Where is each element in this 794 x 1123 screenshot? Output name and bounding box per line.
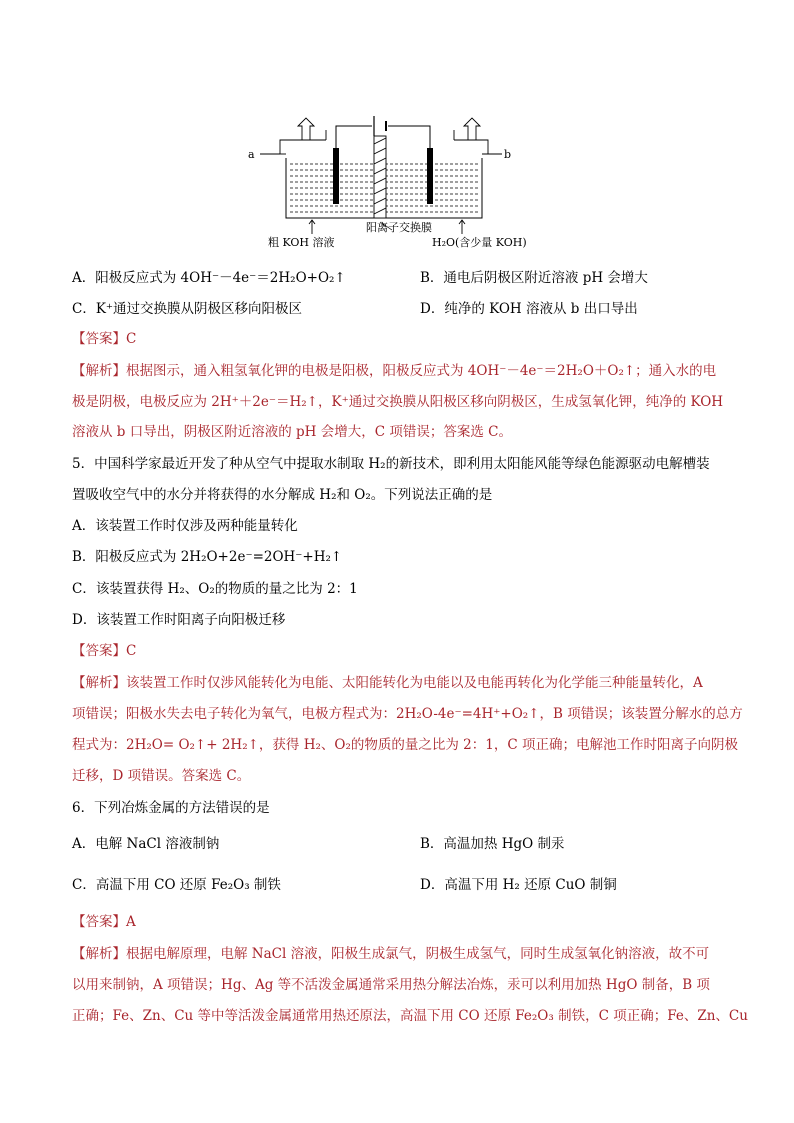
q4-option-b: B．通电后阴极区附近溶液 pH 会增大 — [420, 270, 648, 286]
q4-option-d: D．纯净的 KOH 溶液从 b 出口导出 — [420, 301, 638, 317]
q6-analysis-line: 以用来制钠，A 项错误；Hg、Ag 等不活泼金属通常采用热分解法冶炼，汞可以利用加热 HgO 制备，B 项 — [72, 977, 710, 993]
q5-answer: 【答案】C — [72, 643, 137, 659]
anode-electrode-icon — [333, 148, 339, 204]
q5-analysis-line: 【解析】该装置工作时仅涉风能转化为电能、太阳能转化为电能以及电能再转化为化学能三种能量转化，A — [72, 675, 703, 691]
q5-option-d: D．该装置工作时阳离子向阳极迁移 — [72, 612, 286, 628]
label-outlet-a: a — [248, 148, 255, 161]
q5-analysis-line: 项错误；阳极水失去电子转化为氧气，电极方程式为：2H₂O-4e⁻=4H⁺+O₂↑，B 项错误；该装置分解水的总方 — [72, 706, 743, 722]
label-water: H₂O(含少量 KOH) — [432, 236, 527, 249]
q5-option-b: B．阳极反应式为 2H₂O+2e⁻=2OH⁻+H₂↑ — [72, 549, 343, 565]
q4-analysis-line: 极是阴极，电极反应为 2H⁺＋2e⁻＝H₂↑，K⁺通过交换膜从阳极区移向阴极区，生成氢氧化钾，纯净的 KOH — [72, 394, 724, 410]
q6-option-row-2 — [72, 875, 617, 895]
q6-answer: 【答案】A — [72, 914, 136, 930]
q4-option-c: C．K⁺通过交换膜从阴极区移向阳极区 — [72, 301, 303, 317]
q6-analysis-line: 正确；Fe、Zn、Cu 等中等活泼金属通常用热还原法，高温下用 CO 还原 Fe₂O₃ 制铁，C 项正确；Fe、Zn、Cu — [72, 1008, 748, 1024]
q4-answer: 【答案】C — [72, 331, 137, 347]
q4-option-row-1 — [72, 268, 648, 288]
q6-analysis-line: 【解析】根据电解原理，电解 NaCl 溶液，阳极生成氯气，阴极生成氢气，同时生成氢氧化钠溶液，故不可 — [72, 946, 710, 962]
q6-option-a: A．电解 NaCl 溶液制钠 — [72, 836, 220, 852]
label-outlet-b: b — [504, 148, 512, 161]
q6-option-b: B．高温加热 HgO 制汞 — [420, 836, 565, 852]
membrane-icon — [374, 136, 386, 218]
q5-stem-line: 5．中国科学家最近开发了种从空气中提取水制取 H₂的新技术，即利用太阳能风能等绿色能源驱动电解槽装 — [72, 456, 710, 472]
q5-analysis-line: 程式为：2H₂O= O₂↑+ 2H₂↑，获得 H₂、O₂的物质的量之比为 2：1，C 项正确；电解池工作时阳离子向阴极 — [72, 737, 738, 753]
q6-option-c: C．高温下用 CO 还原 Fe₂O₃ 制铁 — [72, 877, 281, 893]
label-membrane: 阳离子交换膜 — [366, 221, 432, 234]
q5-stem-line: 置吸收空气中的水分并将获得的水分解成 H₂和 O₂。下列说法正确的是 — [72, 487, 493, 503]
q6-stem: 6．下列冶炼金属的方法错误的是 — [72, 800, 270, 816]
cathode-electrode-icon — [427, 148, 433, 204]
q6-option-d: D．高温下用 H₂ 还原 CuO 制铜 — [420, 877, 617, 893]
label-crude-koh: 粗 KOH 溶液 — [268, 236, 335, 249]
q6-option-row-1 — [72, 834, 565, 854]
q4-analysis-line: 【解析】根据图示，通入粗氢氧化钾的电极是阳极，阳极反应式为 4OH⁻－4e⁻＝2H₂O＋O₂↑；通入水的电 — [72, 363, 717, 379]
q4-analysis-line: 溶液从 b 口导出，阴极区附近溶液的 pH 会增大，C 项错误；答案选 C。 — [72, 424, 512, 440]
electrolysis-cell-diagram — [240, 98, 560, 258]
q5-option-c: C．该装置获得 H₂、O₂的物质的量之比为 2：1 — [72, 581, 358, 597]
q5-option-a: A．该装置工作时仅涉及两种能量转化 — [72, 518, 298, 534]
q4-option-row-2 — [72, 299, 638, 319]
q4-option-a: A．阳极反应式为 4OH⁻－4e⁻＝2H₂O+O₂↑ — [72, 270, 346, 286]
q5-analysis-line: 迁移，D 项错误。答案选 C。 — [72, 768, 251, 784]
